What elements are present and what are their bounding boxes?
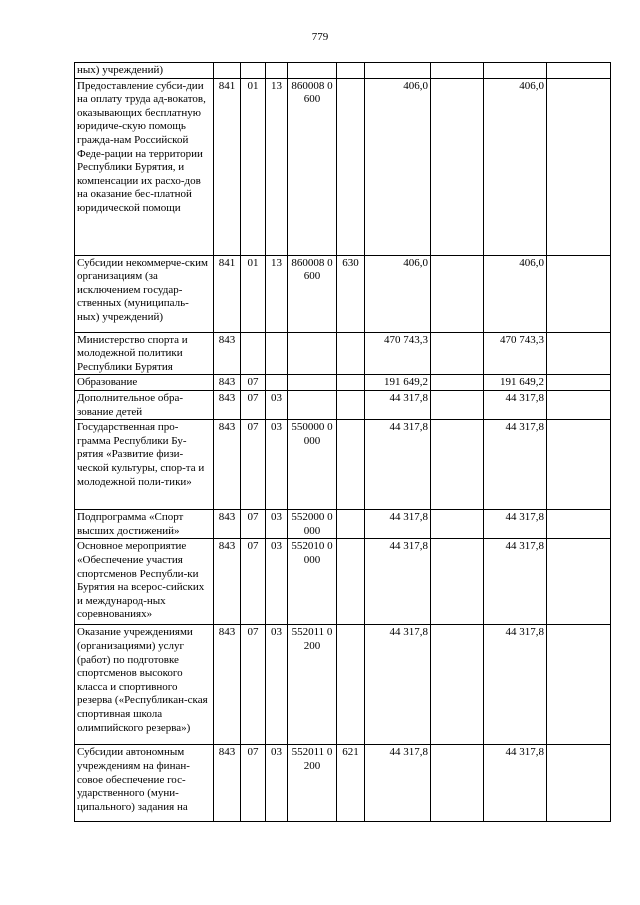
amount-total: 191 649,2 — [365, 375, 431, 391]
target-article-code — [288, 63, 337, 79]
section-code: 01 — [241, 78, 266, 255]
amount-total-2: 406,0 — [484, 78, 547, 255]
row-name: Дополнительное обра-зование детей — [75, 390, 214, 419]
expense-type-code — [337, 390, 365, 419]
amount-total: 470 743,3 — [365, 332, 431, 375]
amount-federal — [431, 420, 484, 510]
amount-total-2: 470 743,3 — [484, 332, 547, 375]
section-code: 07 — [241, 625, 266, 745]
section-code — [241, 63, 266, 79]
target-article-code: 860008 0600 — [288, 78, 337, 255]
expense-type-code — [337, 63, 365, 79]
section-code: 07 — [241, 390, 266, 419]
expense-type-code: 630 — [337, 255, 365, 332]
target-article-code: 552000 0000 — [288, 510, 337, 539]
amount-total-2: 44 317,8 — [484, 390, 547, 419]
target-article-code — [288, 390, 337, 419]
target-article-code: 860008 0600 — [288, 255, 337, 332]
amount-federal — [431, 255, 484, 332]
expense-type-code — [337, 78, 365, 255]
row-name: Министерство спорта и молодежной политики Республики Бурятия — [75, 332, 214, 375]
amount-federal-2 — [547, 63, 611, 79]
section-code: 07 — [241, 510, 266, 539]
ministry-code: 843 — [214, 375, 241, 391]
subsection-code: 03 — [266, 539, 288, 625]
amount-federal — [431, 375, 484, 391]
amount-total-2: 44 317,8 — [484, 510, 547, 539]
amount-total — [365, 63, 431, 79]
amount-total: 44 317,8 — [365, 539, 431, 625]
amount-total-2: 44 317,8 — [484, 420, 547, 510]
section-code: 07 — [241, 420, 266, 510]
table-row — [75, 745, 611, 822]
amount-total: 44 317,8 — [365, 745, 431, 822]
ministry-code: 843 — [214, 745, 241, 822]
amount-total-2: 406,0 — [484, 255, 547, 332]
amount-total-2: 44 317,8 — [484, 745, 547, 822]
ministry-code: 843 — [214, 539, 241, 625]
subsection-code: 13 — [266, 255, 288, 332]
subsection-code — [266, 332, 288, 375]
subsection-code: 03 — [266, 420, 288, 510]
subsection-code: 03 — [266, 510, 288, 539]
page-number: 779 — [311, 31, 329, 43]
amount-total: 406,0 — [365, 255, 431, 332]
subsection-code: 13 — [266, 78, 288, 255]
table-row — [75, 63, 611, 79]
expense-type-code — [337, 332, 365, 375]
ministry-code: 843 — [214, 510, 241, 539]
row-name: Оказание учреждениями (организациями) услуг (работ) по подготовке спортсменов высокого класса и спортивного резерва («Республикан-ская спортивная школа олимпийского резерва») — [75, 625, 214, 745]
row-name: Предоставление субси-дии на оплату труда ад-вокатов, оказывающих бесплатную юридиче-скую помощь гражда-нам Российской Феде-рации на территории Республики Бурятия, и компенсации их расхо-дов на оказание бес-платной юридической помощи — [75, 78, 214, 255]
amount-total: 44 317,8 — [365, 625, 431, 745]
row-name: Субсидии автономным учреждениям на финан-совое обеспечение гос-ударственного (муни-ципального) задания на — [75, 745, 214, 822]
subsection-code: 03 — [266, 390, 288, 419]
target-article-code: 552011 0200 — [288, 745, 337, 822]
target-article-code — [288, 332, 337, 375]
expense-type-code — [337, 539, 365, 625]
ministry-code — [214, 63, 241, 79]
table-row — [75, 375, 611, 391]
amount-total-2: 44 317,8 — [484, 625, 547, 745]
amount-total-2: 191 649,2 — [484, 375, 547, 391]
target-article-code: 552010 0000 — [288, 539, 337, 625]
subsection-code — [266, 375, 288, 391]
ministry-code: 841 — [214, 255, 241, 332]
row-name: Государственная про-грамма Республики Бу-рятия «Развитие физи-ческой культуры, спор-та и молодежной поли-тики» — [75, 420, 214, 510]
amount-total-2 — [484, 63, 547, 79]
expense-type-code — [337, 375, 365, 391]
ministry-code: 843 — [214, 625, 241, 745]
amount-federal — [431, 390, 484, 419]
row-name: Субсидии некоммерче-ским организациям (за исключением государ-ственных (муниципаль-ных) учреждений) — [75, 255, 214, 332]
row-name: Подпрограмма «Спорт высших достижений» — [75, 510, 214, 539]
amount-total: 44 317,8 — [365, 510, 431, 539]
table-row — [75, 510, 611, 539]
target-article-code: 550000 0000 — [288, 420, 337, 510]
table-row — [75, 332, 611, 375]
amount-total: 406,0 — [365, 78, 431, 255]
amount-total: 44 317,8 — [365, 390, 431, 419]
amount-federal-2 — [547, 625, 611, 745]
amount-federal — [431, 78, 484, 255]
subsection-code: 03 — [266, 745, 288, 822]
expense-type-code — [337, 625, 365, 745]
table-row — [75, 78, 611, 255]
amount-federal — [431, 63, 484, 79]
amount-federal-2 — [547, 510, 611, 539]
amount-federal-2 — [547, 420, 611, 510]
table-row — [75, 539, 611, 625]
table-row — [75, 625, 611, 745]
amount-federal-2 — [547, 745, 611, 822]
expense-type-code — [337, 420, 365, 510]
table-row — [75, 390, 611, 419]
section-code: 07 — [241, 375, 266, 391]
row-name: Образование — [75, 375, 214, 391]
amount-federal-2 — [547, 539, 611, 625]
amount-total-2: 44 317,8 — [484, 539, 547, 625]
row-name: ных) учреждений) — [75, 63, 214, 79]
amount-total: 44 317,8 — [365, 420, 431, 510]
subsection-code: 03 — [266, 625, 288, 745]
amount-federal-2 — [547, 255, 611, 332]
subsection-code — [266, 63, 288, 79]
amount-federal — [431, 510, 484, 539]
budget-table — [74, 62, 611, 822]
amount-federal-2 — [547, 390, 611, 419]
ministry-code: 843 — [214, 332, 241, 375]
target-article-code: 552011 0200 — [288, 625, 337, 745]
amount-federal — [431, 332, 484, 375]
table-row — [75, 420, 611, 510]
amount-federal — [431, 745, 484, 822]
ministry-code: 843 — [214, 420, 241, 510]
amount-federal-2 — [547, 375, 611, 391]
target-article-code — [288, 375, 337, 391]
row-name: Основное мероприятие «Обеспечение участия спортсменов Республи-ки Бурятия на всерос-сийских и международ-ных соревнованиях» — [75, 539, 214, 625]
amount-federal-2 — [547, 78, 611, 255]
ministry-code: 841 — [214, 78, 241, 255]
amount-federal-2 — [547, 332, 611, 375]
section-code: 01 — [241, 255, 266, 332]
section-code: 07 — [241, 539, 266, 625]
expense-type-code — [337, 510, 365, 539]
section-code — [241, 332, 266, 375]
amount-federal — [431, 539, 484, 625]
table-row — [75, 255, 611, 332]
section-code: 07 — [241, 745, 266, 822]
ministry-code: 843 — [214, 390, 241, 419]
expense-type-code: 621 — [337, 745, 365, 822]
amount-federal — [431, 625, 484, 745]
